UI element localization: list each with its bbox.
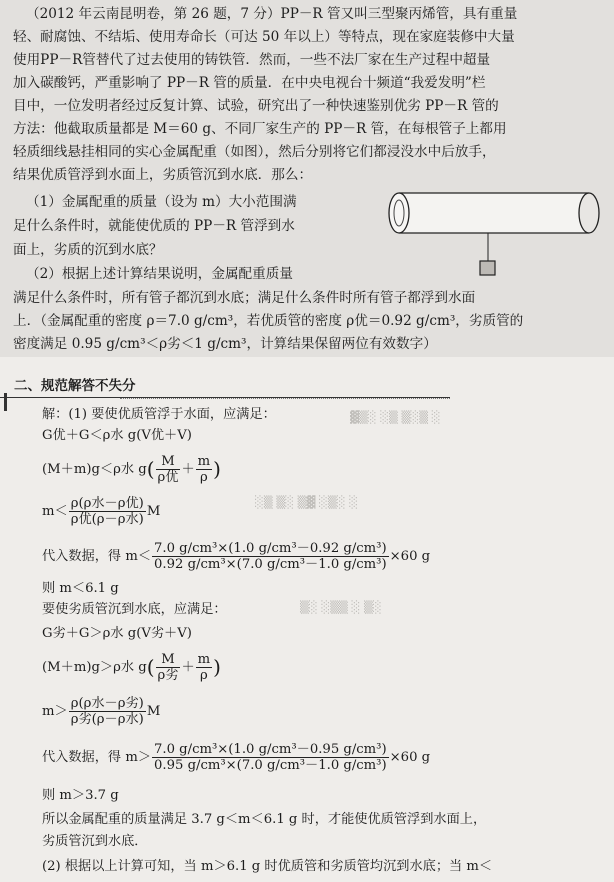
pipe-left-end <box>389 193 409 233</box>
numerator: m <box>197 651 211 667</box>
equation-part: M <box>146 703 161 719</box>
bleed-through: ▓▒░ ░▒ ▒░▒ ░ <box>350 410 441 424</box>
question-2-line: 密度满足 0.95 g/cm³＜ρ劣＜1 g/cm³，计算结果保留两位有效数字） <box>13 336 437 352</box>
bleed-through: ░▒ ▒░ ▒▓ ░▒░ ░ <box>255 495 359 509</box>
numerator: ρ(ρ水－ρ劣) <box>70 695 144 711</box>
question-2-line: 满足什么条件时，所有管子都沉到水底；满足什么条件时所有管子都浮到水面 <box>13 290 476 306</box>
equation-part: M <box>146 503 161 519</box>
conclusion-line: 所以金属配重的质量满足 3.7 g＜m＜6.1 g 时，才能使优质管浮到水面上， <box>42 812 487 827</box>
numerator: 7.0 g/cm³×(1.0 g/cm³－0.95 g/cm³) <box>154 741 387 757</box>
numerator: ρ(ρ水－ρ优) <box>70 495 144 511</box>
numerator: M <box>156 652 181 668</box>
fraction <box>69 496 146 527</box>
metal-weight <box>480 261 495 275</box>
denominator: ρ <box>200 667 208 683</box>
conclusion-line: 劣质管沉到水底． <box>42 834 148 849</box>
result: 则 m＞3.7 g <box>42 788 119 803</box>
problem-line: 方法：他截取质量都是 M＝60 g、不同厂家生产的 PP－R 管，在每根管子上都用 <box>13 121 507 137</box>
fraction <box>156 652 181 683</box>
fraction <box>152 541 389 572</box>
fraction <box>69 696 146 727</box>
question-2-line: 上．（金属配重的密度 ρ＝7.0 g/cm³，若优质管的密度 ρ优＝0.92 g/cm³，劣质管的 <box>13 313 524 329</box>
question-2-line: （2）根据上述计算结果说明，金属配重质量 <box>26 266 293 282</box>
denominator: ρ劣(ρ－ρ水) <box>70 711 144 727</box>
equation <box>42 650 221 684</box>
section-header <box>0 376 450 398</box>
pipe-diagram <box>383 185 613 285</box>
equation-part: (M＋m)g＜ρ水 g <box>42 461 147 477</box>
equation <box>42 494 160 528</box>
equation-part: 代入数据，得 m＞ <box>42 749 152 765</box>
paren: ) <box>213 654 221 679</box>
section-title: 二、规范解答不失分 <box>14 378 136 394</box>
plus-sign: ＋ <box>181 659 195 675</box>
fraction <box>152 742 389 773</box>
equation-part: 代入数据，得 m＜ <box>42 548 152 564</box>
equation-part: ×60 g <box>389 749 431 765</box>
bleed-through: ▒░ ░▒▒ ░ ▒░ <box>300 600 382 614</box>
answer-part-2: (2) 根据以上计算可知，当 m＞6.1 g 时优质管和劣质管均沉到水底；当 m＜ <box>42 859 493 874</box>
pipe-right-end <box>579 193 599 233</box>
paren: ( <box>146 654 155 679</box>
problem-line: 轻质细线悬挂相同的实心金属配重（如图），然后分别将它们都浸没水中后放手， <box>13 144 496 160</box>
question-1-line: （1）金属配重的质量（设为 m）大小范围满 <box>26 194 297 210</box>
problem-line: 目中，一位发明者经过反复计算、试验，研究出了一种快速鉴别优劣 PP－R 管的 <box>13 98 499 114</box>
problem-block <box>0 0 614 357</box>
equation <box>42 740 430 774</box>
problem-line: （2012 年云南昆明卷，第 26 题，7 分）PP－R 管又叫三型聚丙烯管，具有重量 <box>26 6 518 22</box>
denominator: ρ <box>200 469 208 485</box>
equation-part: ×60 g <box>389 548 431 564</box>
equation <box>42 539 430 573</box>
result: 则 m＜6.1 g <box>42 581 119 596</box>
question-1-line: 足什么条件时，就能使优质的 PP－R 管浮到水 <box>13 218 295 234</box>
denominator: ρ优(ρ－ρ水) <box>70 511 144 527</box>
equation-part: m＞ <box>42 703 68 719</box>
fraction <box>196 454 213 485</box>
problem-line: 使用PP－R管替代了过去使用的铸铁管．然而，一些不法厂家在生产过程中超量 <box>13 52 491 68</box>
problem-line: 加入碳酸钙，严重影响了 PP－R 管的质量．在中央电视台十频道“我爱发明”栏 <box>13 75 486 91</box>
fraction <box>196 652 213 683</box>
question-1-line: 面上，劣质的沉到水底？ <box>13 242 163 258</box>
solution-step: 解：(1) 要使优质管浮于水面，应满足： <box>42 407 276 422</box>
paren: ) <box>213 456 221 481</box>
plus-sign: ＋ <box>181 461 195 477</box>
problem-line: 轻、耐腐蚀、不结垢、使用寿命长（可达 50 年以上）等特点，现在家庭装修中大量 <box>13 29 515 45</box>
solution-step: 要使劣质管沉到水底，应满足： <box>42 602 227 617</box>
denominator: ρ优 <box>157 469 179 485</box>
fraction <box>156 454 181 485</box>
equation-part: (M＋m)g＞ρ水 g <box>42 659 147 675</box>
problem-line: 结果优质管浮到水面上，劣质管沉到水底．那么： <box>13 167 313 183</box>
section-dotted-rule <box>120 398 450 399</box>
denominator: ρ劣 <box>157 667 179 683</box>
pipe-body <box>399 193 589 233</box>
paren: ( <box>146 456 155 481</box>
equation <box>42 694 160 728</box>
equation <box>42 452 221 486</box>
equation: G劣＋G＞ρ水 g(V劣＋V) <box>42 626 192 641</box>
equation: G优＋G＜ρ水 g(V优＋V) <box>42 428 192 443</box>
denominator: 0.95 g/cm³×(7.0 g/cm³－1.0 g/cm³) <box>154 757 387 773</box>
numerator: M <box>156 454 181 470</box>
numerator: m <box>197 453 211 469</box>
equation-part: m＜ <box>42 503 68 519</box>
denominator: 0.92 g/cm³×(7.0 g/cm³－1.0 g/cm³) <box>154 556 387 572</box>
margin-mark <box>4 393 7 411</box>
numerator: 7.0 g/cm³×(1.0 g/cm³－0.92 g/cm³) <box>154 540 387 556</box>
